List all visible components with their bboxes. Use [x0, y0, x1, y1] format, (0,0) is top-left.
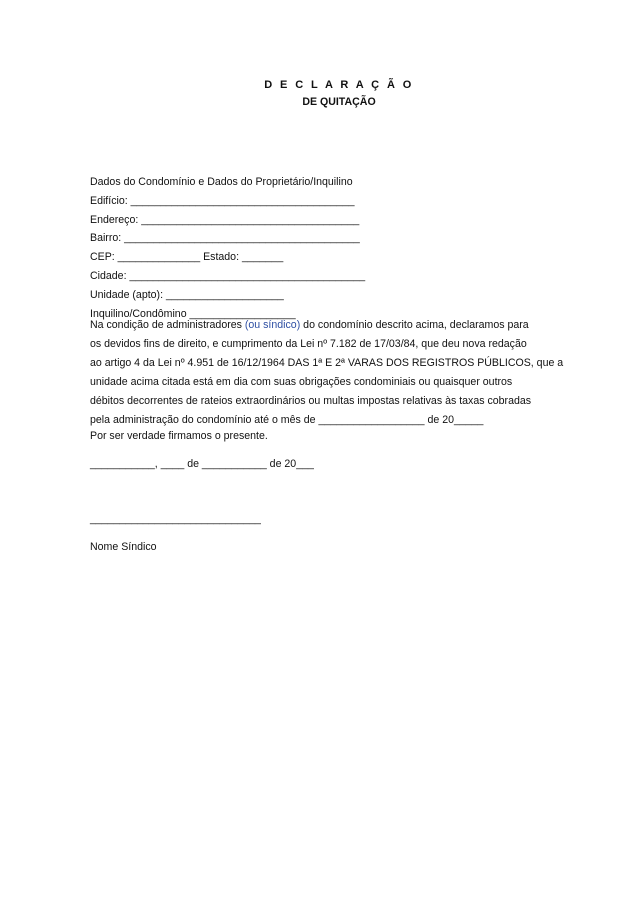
declaration-paragraph — [90, 316, 564, 430]
paragraph-text: Na condição de administradores — [90, 319, 245, 331]
date-line: ___________, ____ de ___________ de 20___ — [90, 458, 314, 470]
field-endereco: Endereço: _____________________________________ — [90, 213, 360, 226]
field-unidade: Unidade (apto): ____________________ — [90, 288, 284, 301]
field-cidade: Cidade: ________________________________________ — [90, 269, 366, 282]
paragraph-line: os devidos fins de direito, e cumprimento da Lei nº 7.182 de 17/03/84, que deu nova redação — [90, 338, 527, 350]
signer-name: Nome Síndico — [90, 541, 157, 553]
paragraph-line: unidade acima citada está em dia com suas obrigações condominiais ou quaisquer outros — [90, 376, 513, 388]
document-title: D E C L A R A Ç Ã O — [264, 79, 414, 91]
signature-line: _____________________________ — [90, 513, 261, 525]
paragraph-text: do condomínio descrito acima, declaramos para — [300, 319, 529, 331]
paragraph-line — [90, 316, 560, 335]
paragraph-line: débitos decorrentes de rateios extraordinários ou multas impostas relativas às taxas cobradas — [90, 395, 532, 407]
field-inquilino: Inquilino/Condômino __________________ — [90, 307, 296, 320]
paragraph-line: ao artigo 4 da Lei nº 4.951 de 16/12/1964 DAS 1ª E 2ª VARAS DOS REGISTROS PÚBLICOS, que a — [90, 357, 564, 369]
field-bairro: Bairro: ________________________________________ — [90, 232, 360, 245]
document-subtitle: DE QUITAÇÃO — [302, 96, 376, 108]
condominium-fields — [90, 173, 560, 323]
closing-statement: Por ser verdade firmamos o presente. — [90, 430, 268, 442]
field-cep-estado: CEP: ______________ Estado: _______ — [90, 251, 284, 264]
fields-heading: Dados do Condomínio e Dados do Proprietário/Inquilino — [90, 176, 353, 188]
paragraph-highlight: (ou síndico) — [244, 319, 301, 331]
document-title-block — [90, 77, 550, 111]
field-edificio: Edifício: ______________________________________ — [90, 194, 355, 207]
paragraph-line: pela administração do condomínio até o mês de __________________ de 20_____ — [90, 414, 484, 426]
